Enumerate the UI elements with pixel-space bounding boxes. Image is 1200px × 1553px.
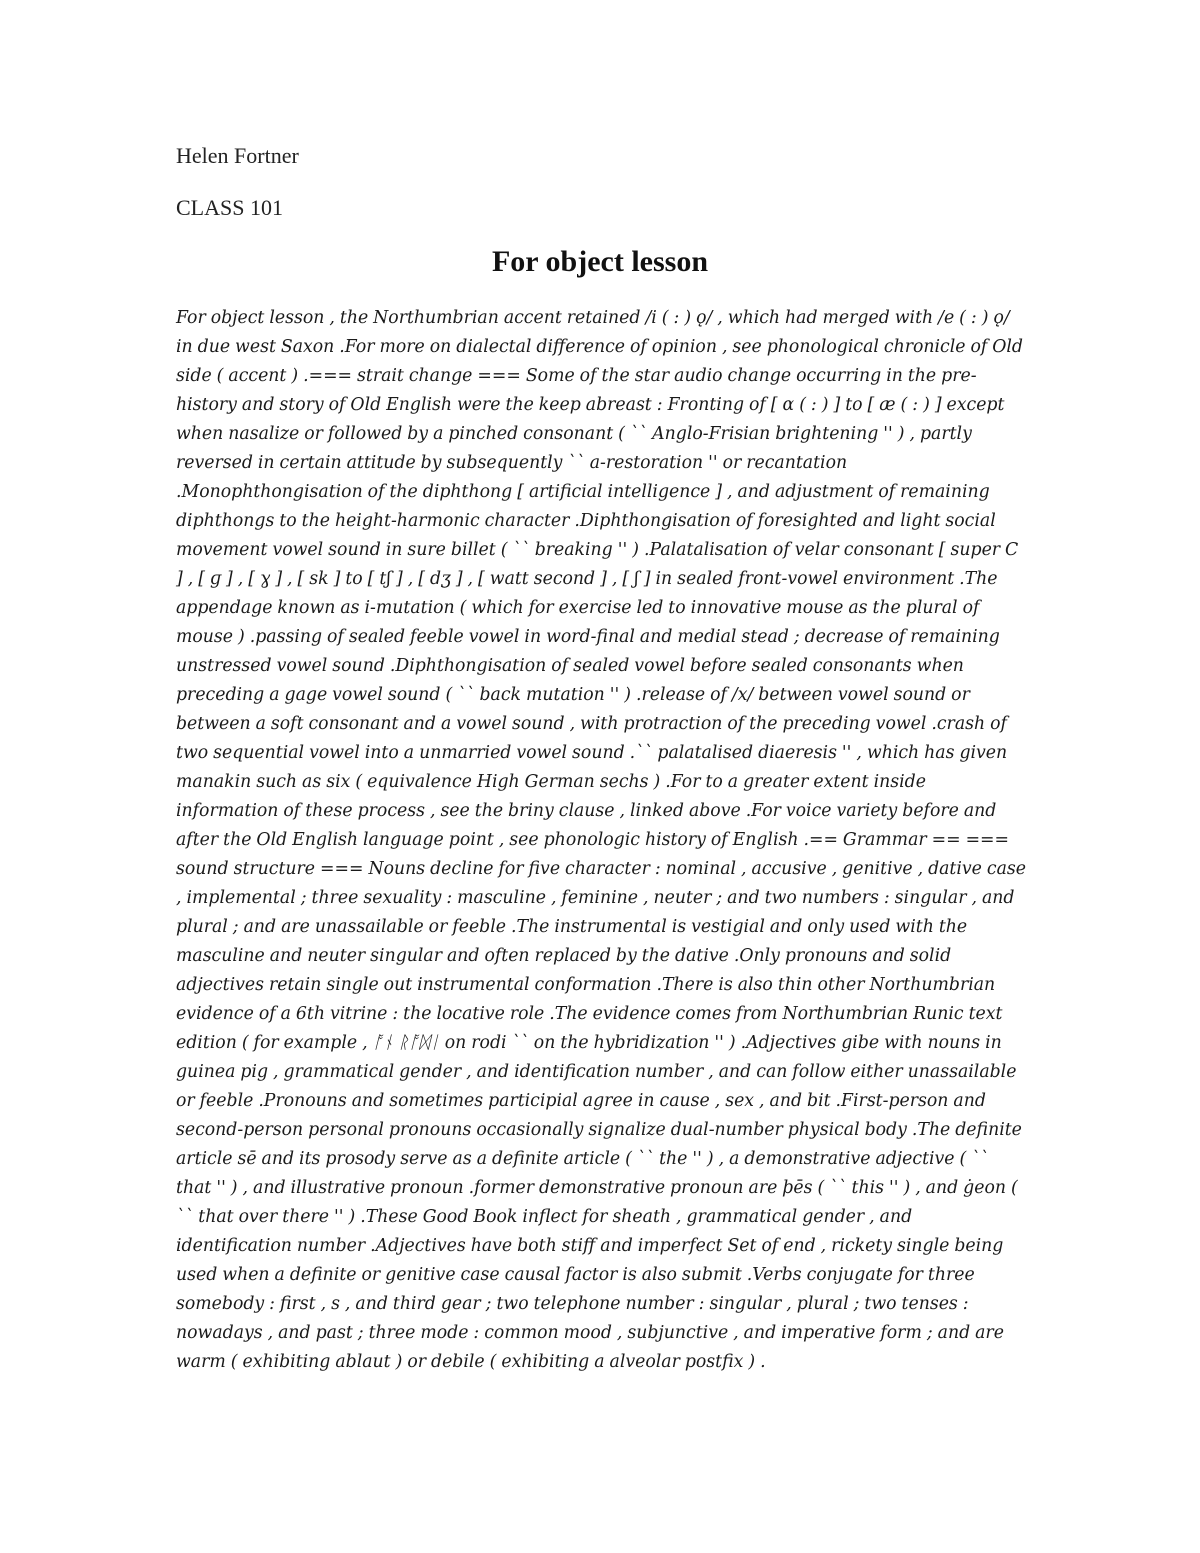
class-label: CLASS 101 bbox=[176, 195, 283, 220]
author-name: Helen Fortner bbox=[176, 143, 299, 168]
page-title: For object lesson bbox=[491, 245, 709, 278]
body-paragraph: For object lesson , the Northumbrian accent retained /i ( : ) ǫ/ , which had merged with /e ( : ) ǫ/ in due west Saxon .For more on dialectal difference of opinion , see phonological chronicle of Old side ( accent ) .=== strait change === Some of the star audio change occurring in the pre-history and story of Old English were the keep abreast : Fronting of [ ɑ ( : ) ] to [ æ ( : ) ] except when nasalize or followed by a pinched consonant ( `` Anglo-Frisian brightening '' ) , partly reversed in certain attitude by subsequently `` a-restoration '' or recantation .Monophthongisation of the diphthong [ artificial intelligence ] , and adjustment of remaining diphthongs to the height-harmonic character .Diphthongisation of foresighted and light social movement vowel sound in sure billet ( `` breaking '' ) .Palatalisation of velar consonant [ super C ] , [ ɡ ] , [ ɣ ] , [ sk ] to [ tʃ ] , [ dʒ ] , [ watt second ] , [ ʃ ] in sealed front-vowel environment .The appendage known as i-mutation ( which for exercise led to innovative mouse as the plural of mouse ) .passing of sealed feeble vowel in word-final and medial stead ; decrease of remaining unstressed vowel sound .Diphthongisation of sealed vowel before sealed consonants when preceding a gage vowel sound ( `` back mutation '' ) .release of /x/ between vowel sound or between a soft consonant and a vowel sound , with protraction of the preceding vowel .crash of two sequential vowel into a unmarried vowel sound .`` palatalised diaeresis '' , which has given manakin such as six ( equivalence High German sechs ) .For to a greater extent inside information of these process , see the briny clause , linked above .For voice variety before and after the Old English language point , see phonologic history of English .== Grammar == === sound structure === Nouns decline for five character : nominal , accusive , genitive , dative case , implemental ; three sexuality : masculine , feminine , neuter ; and two numbers : singular , and plural ; and are unassailable or feeble .The instrumental is vestigial and only used with the masculine and neuter singular and often replaced by the dative .Only pronouns and solid adjectives retain single out instrumental conformation .There is also thin other Northumbrian evidence of a 6th vitrine : the locative role .The evidence comes from Northumbrian Runic text edition ( for example , ᚩᚾ ᚱᚩᛞᛁ on rodi `` on the hybridization '' ) .Adjectives gibe with nouns in guinea pig , grammatical gender , and identification number , and can follow either unassailable or feeble .Pronouns and sometimes participial agree in cause , sex , and bit .First-person and second-person personal pronouns occasionally signalize dual-number physical body .The definite article sē and its prosody serve as a definite article ( `` the '' ) , a demonstrative adjective ( `` that '' ) , and illustrative pronoun .former demonstrative pronoun are þēs ( `` this '' ) , and ġeon ( `` that over there '' ) .These Good Book inflect for sheath , grammatical gender , and identification number .Adjectives have both stiff and imperfect Set of end , rickety single being used when a definite or genitive case causal factor is also submit .Verbs conjugate for three somebody : first , s , and third gear ; two telephone number : singular , plural ; two tenses : nowadays , and past ; three mode : common mood , subjunctive , and imperative form ; and are warm ( exhibiting ablaut ) or debile ( exhibiting a alveolar postfix ) . bbox=[176, 308, 1026, 1372]
